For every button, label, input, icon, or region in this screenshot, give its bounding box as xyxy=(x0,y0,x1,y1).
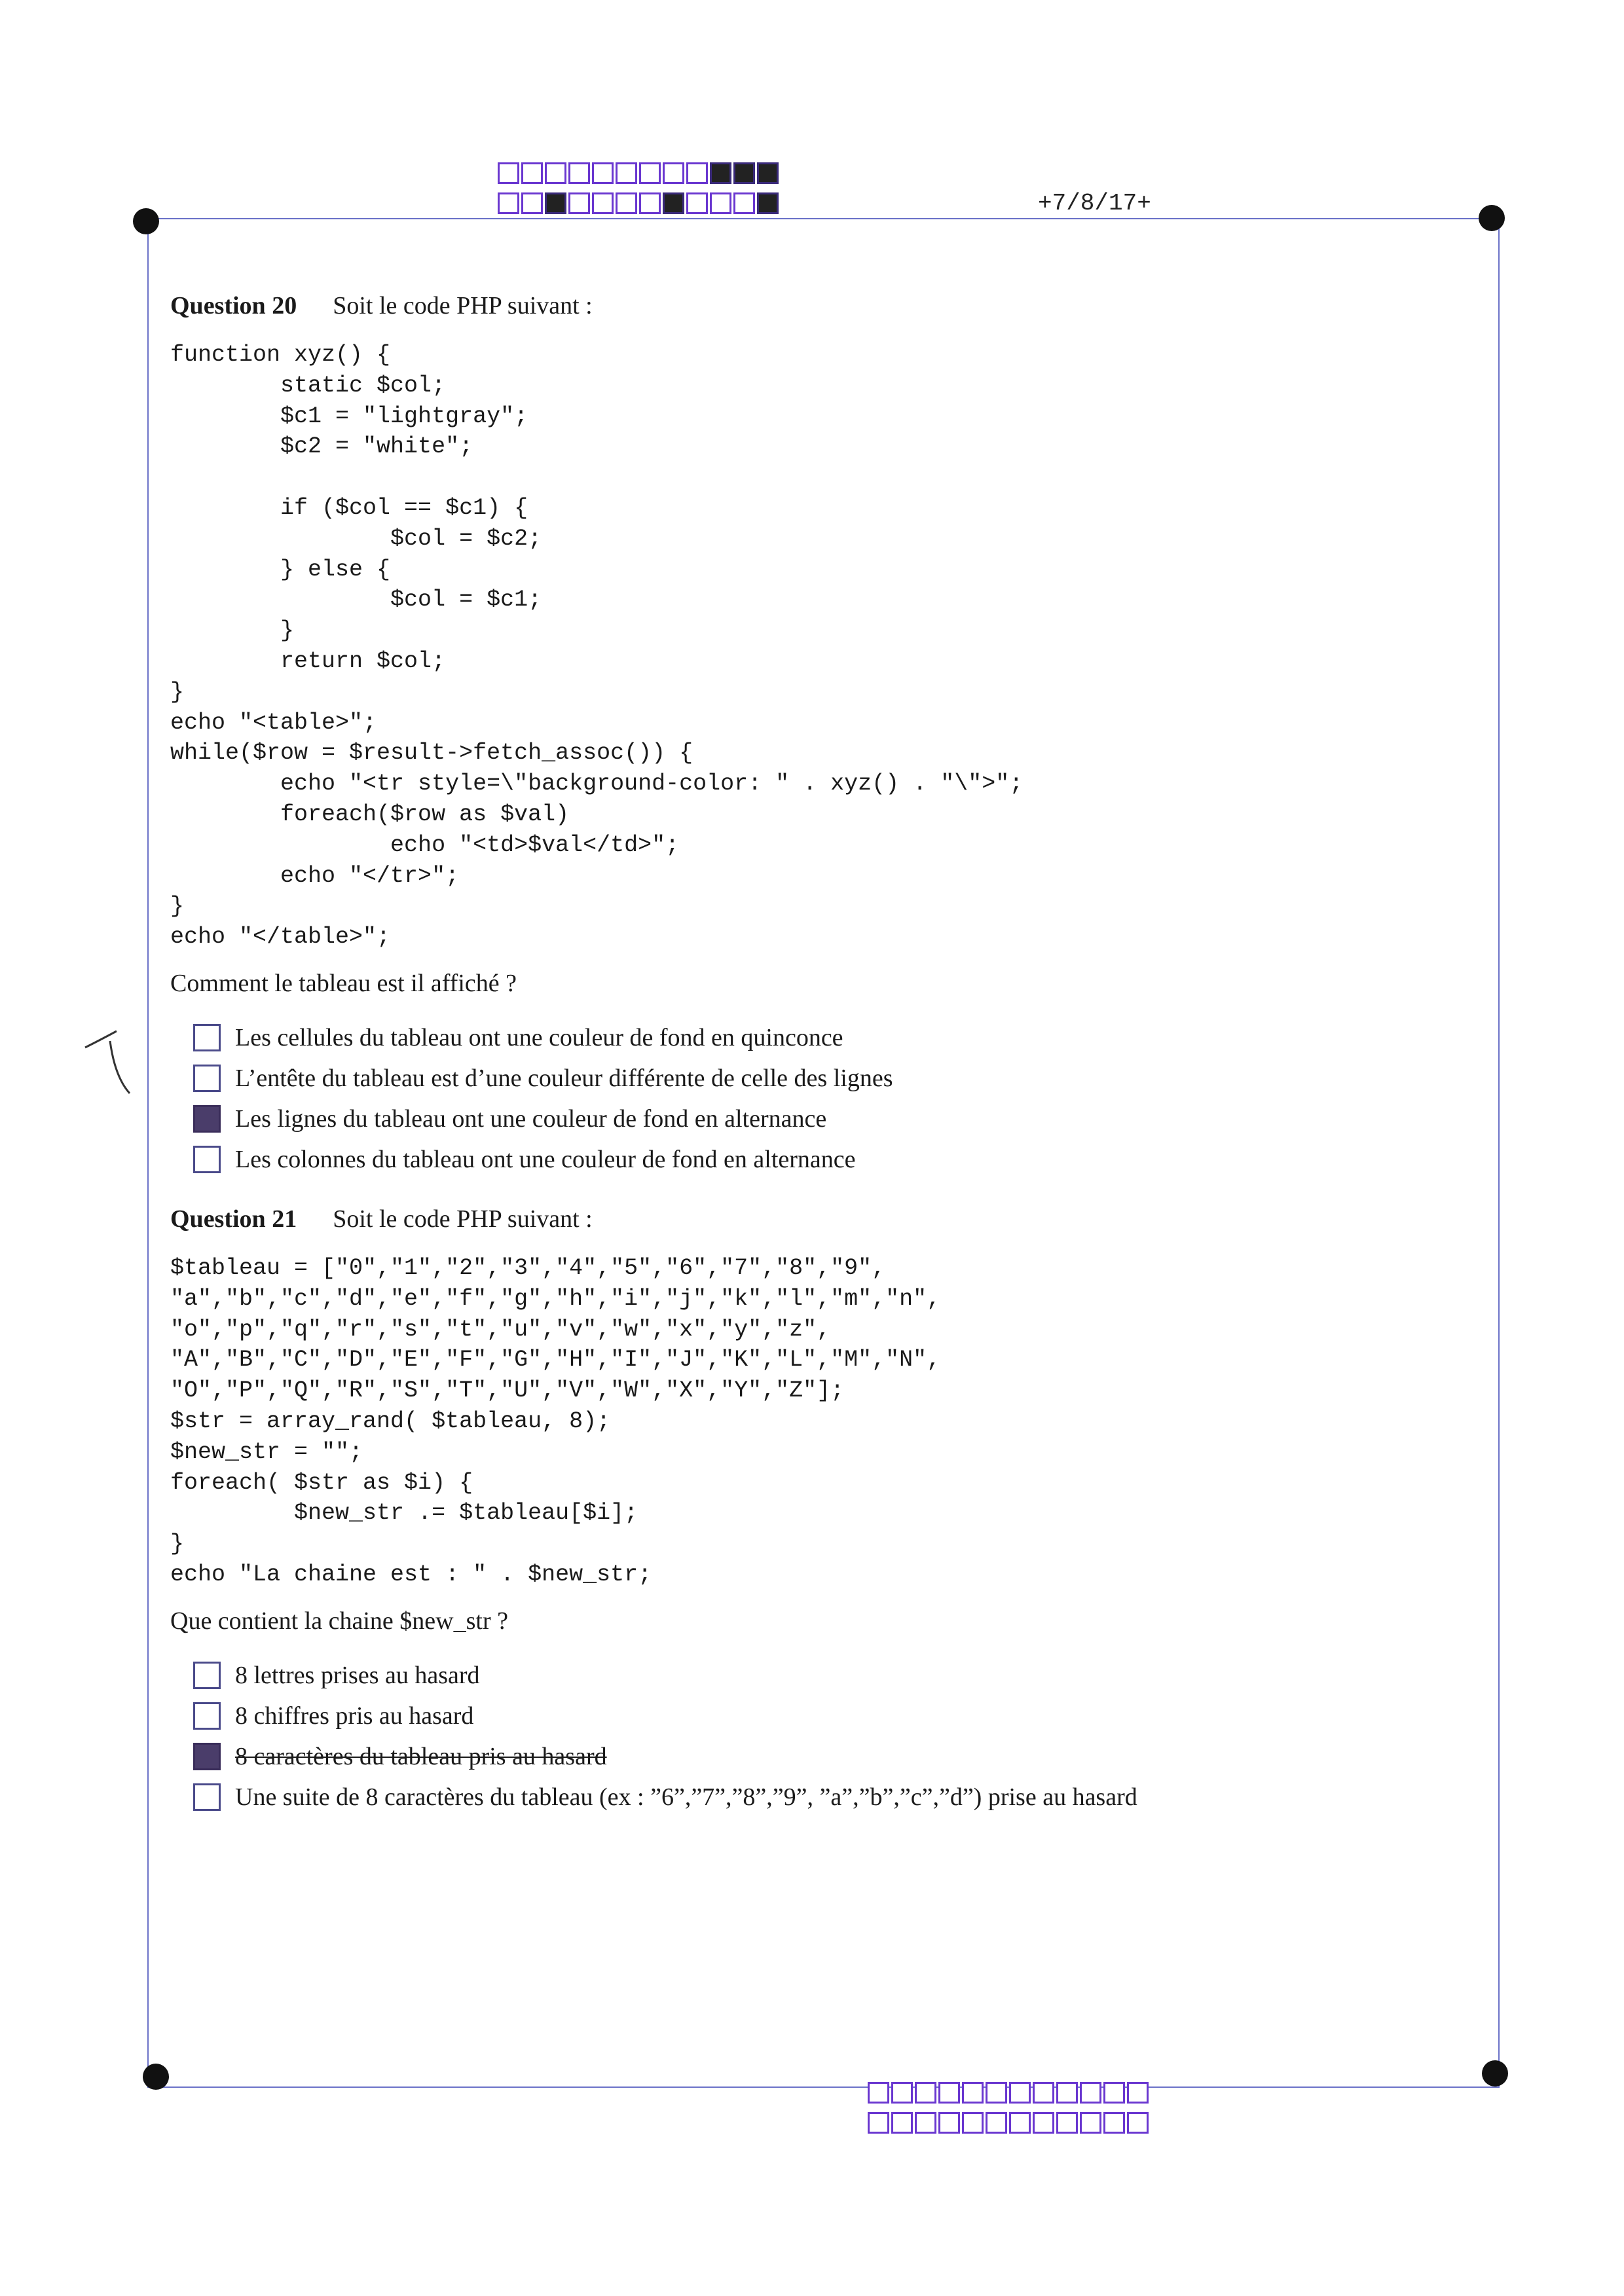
answer-option[interactable] xyxy=(193,1736,1467,1777)
barcode-cell xyxy=(891,2112,913,2134)
question-header xyxy=(170,291,1467,320)
answer-text: Les colonnes du tableau ont une couleur de fond en alternance xyxy=(235,1145,856,1173)
barcode-cell xyxy=(962,2112,984,2134)
answer-list xyxy=(193,1017,1467,1180)
barcode-cell xyxy=(1103,2112,1125,2134)
barcode-cell xyxy=(568,192,590,214)
code-block: function xyz() { static $col; $c1 = "lightgray"; $c2 = "white"; if ($col == $c1) { $col = $c2; } else { $col = $c1; } return $col; } echo "<table>"; while($row = $result->fetch_assoc()) { echo "<tr style=\"background-color: " . xyz() . "\">"; foreach($row as $val) echo "<td>$val</td>"; echo "</tr>"; } echo "</table>"; xyxy=(170,342,1024,951)
answer-text: Les cellules du tableau ont une couleur de fond en quinconce xyxy=(235,1023,843,1051)
barcode-cell xyxy=(686,192,708,214)
barcode-cell xyxy=(521,192,543,214)
answer-text: Une suite de 8 caractères du tableau (ex : ”6”,”7”,”8”,”9”, ”a”,”b”,”c”,”d”) prise au hasard xyxy=(235,1783,1137,1811)
checkbox[interactable] xyxy=(193,1662,221,1689)
barcode-cell xyxy=(568,162,590,184)
barcode-cell xyxy=(1056,2112,1078,2134)
answer-option[interactable] xyxy=(193,1017,1467,1058)
barcode-cell xyxy=(616,192,637,214)
barcode-cell xyxy=(938,2082,960,2104)
barcode-cell xyxy=(733,162,755,184)
barcode-top-row-1 xyxy=(498,162,779,184)
barcode-cell xyxy=(1009,2112,1031,2134)
corner-marker-bottom-left xyxy=(143,2064,169,2090)
checkbox[interactable] xyxy=(193,1146,221,1173)
answer-option[interactable] xyxy=(193,1099,1467,1139)
checkbox[interactable] xyxy=(193,1065,221,1092)
barcode-cell xyxy=(891,2082,913,2104)
code-block: $tableau = ["0","1","2","3","4","5","6","7","8","9", "a","b","c","d","e","f","g","h","i","j","k","l","m","n", "o","p","q","r","s","t","u","v","w","x","y","z", "A","B","C","D","E","F","G","H","I","J","K","L","M","N", "O","P","Q","R","S","T","U","V","W","X","Y","Z"]; $str = array_rand( $tableau, 8); $new_str = ""; foreach( $str as $i) { $new_str .= $tableau[$i]; } echo "La chaine est : " . $new_str; xyxy=(170,1255,941,1588)
barcode-cell xyxy=(915,2112,936,2134)
question-label: Question 20 xyxy=(170,292,297,319)
barcode-cell xyxy=(986,2082,1007,2104)
answer-list xyxy=(193,1655,1467,1817)
question-label: Question 21 xyxy=(170,1205,297,1233)
barcode-bottom-row-1 xyxy=(868,2082,1149,2104)
answer-text-struck: 8 caractères du tableau pris au hasard xyxy=(235,1742,607,1770)
question-intro: Soit le code PHP suivant : xyxy=(333,292,593,319)
barcode-cell xyxy=(757,162,779,184)
checkbox[interactable] xyxy=(193,1783,221,1811)
barcode-cell xyxy=(710,192,731,214)
barcode-cell xyxy=(498,192,519,214)
barcode-cell xyxy=(663,192,684,214)
barcode-cell xyxy=(915,2082,936,2104)
corner-marker-top-left xyxy=(133,208,159,234)
barcode-cell xyxy=(1127,2082,1149,2104)
barcode-cell xyxy=(962,2082,984,2104)
barcode-cell xyxy=(592,162,614,184)
barcode-cell xyxy=(663,162,684,184)
checkbox[interactable] xyxy=(193,1024,221,1051)
barcode-cell xyxy=(545,192,566,214)
barcode-cell xyxy=(1080,2082,1101,2104)
barcode-cell xyxy=(757,192,779,214)
corner-marker-bottom-right xyxy=(1482,2060,1508,2086)
answer-option[interactable] xyxy=(193,1655,1467,1696)
barcode-cell xyxy=(616,162,637,184)
barcode-cell xyxy=(986,2112,1007,2134)
answer-text: Les lignes du tableau ont une couleur de fond en alternance xyxy=(235,1104,827,1133)
barcode-cell xyxy=(1009,2082,1031,2104)
barcode-bottom-row-2 xyxy=(868,2112,1149,2134)
barcode-cell xyxy=(545,162,566,184)
question-21 xyxy=(170,1205,1467,1817)
answer-option[interactable] xyxy=(193,1696,1467,1736)
barcode-cell xyxy=(1080,2112,1101,2134)
barcode-cell xyxy=(733,192,755,214)
answer-option[interactable] xyxy=(193,1058,1467,1099)
barcode-cell xyxy=(1033,2082,1054,2104)
barcode-cell xyxy=(938,2112,960,2134)
answer-text: 8 chiffres pris au hasard xyxy=(235,1702,474,1730)
barcode-cell xyxy=(1127,2112,1149,2134)
answer-text: 8 lettres prises au hasard xyxy=(235,1661,480,1689)
checkbox-checked[interactable] xyxy=(193,1105,221,1133)
barcode-cell xyxy=(1056,2082,1078,2104)
barcode-cell xyxy=(710,162,731,184)
barcode-cell xyxy=(592,192,614,214)
answer-option[interactable] xyxy=(193,1777,1467,1817)
corner-marker-top-right xyxy=(1479,205,1505,231)
barcode-cell xyxy=(498,162,519,184)
barcode-cell xyxy=(1103,2082,1125,2104)
barcode-top-row-2 xyxy=(498,192,779,214)
checkbox[interactable] xyxy=(193,1702,221,1730)
barcode-cell xyxy=(639,162,661,184)
barcode-cell xyxy=(521,162,543,184)
question-prompt: Que contient la chaine $new_str ? xyxy=(170,1607,508,1635)
page-id: +7/8/17+ xyxy=(1038,190,1151,217)
barcode-cell xyxy=(1033,2112,1054,2134)
answer-option[interactable] xyxy=(193,1139,1467,1180)
barcode-cell xyxy=(868,2112,889,2134)
question-header xyxy=(170,1205,1467,1233)
answer-text: L’entête du tableau est d’une couleur différente de celle des lignes xyxy=(235,1064,893,1092)
barcode-cell xyxy=(686,162,708,184)
barcode-cell xyxy=(639,192,661,214)
question-20 xyxy=(170,291,1467,1180)
pen-mark-icon xyxy=(79,1028,138,1100)
question-prompt: Comment le tableau est il affiché ? xyxy=(170,969,517,997)
checkbox-checked[interactable] xyxy=(193,1743,221,1770)
barcode-cell xyxy=(868,2082,889,2104)
question-intro: Soit le code PHP suivant : xyxy=(333,1205,593,1233)
